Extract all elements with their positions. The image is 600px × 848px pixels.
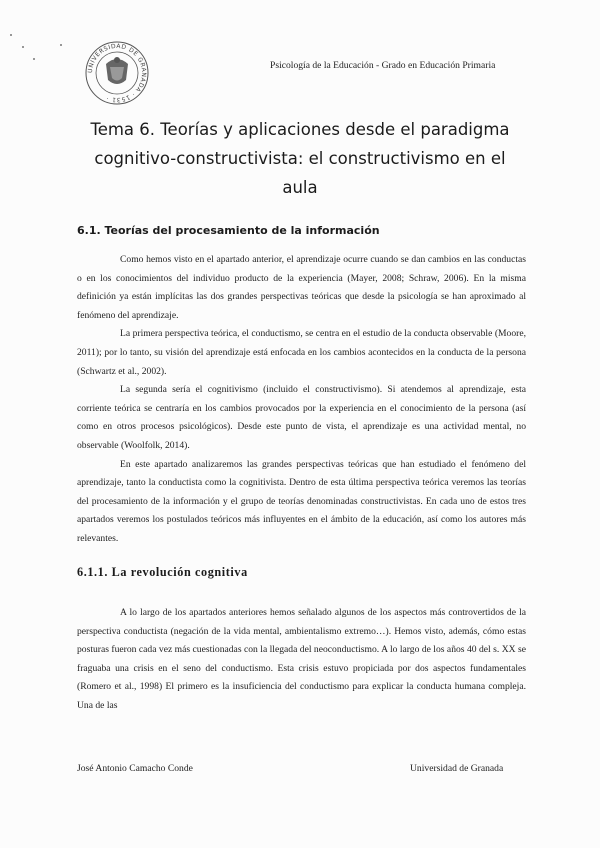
paragraph: A lo largo de los apartados anteriores hemos señalado algunos de los aspectos más controvertidos de la perspectiva conductista (negación de la vida mental, ambientalismo extremo…). Hemos visto, además, cómo estas posturas fueron cada vez más cuestionadas con la llegada del neoconductismo. A lo largo de los años 40 del s. XX se fraguaba una crisis en el seno del conductismo. Esta crisis estuvo propiciada por dos aspectos fundamentales (Romero et al., 1998) El primero es la insuficiencia del conductismo para explicar la conducta humana compleja. Una de las <box>77 607 526 711</box>
footer-institution: Universidad de Granada <box>410 763 504 774</box>
paragraph: La segunda sería el cognitivismo (incluido el constructivismo). Si atendemos al aprendizaje, esta corriente teórica se centraría en los cambios provocados por la experiencia en el conocimiento de la persona (así como en otros procesos psicológicos). Desde este punto de vista, el aprendizaje es una actividad mental, no observable (Woolfolk, 2014). <box>77 384 526 451</box>
scan-speck <box>33 58 35 60</box>
section-body <box>77 251 526 549</box>
chapter-title-line: cognitivo-constructivista: el constructivismo en el <box>94 149 506 168</box>
paragraph: Como hemos visto en el apartado anterior, el aprendizaje ocurre cuando se dan cambios en las conductas o en los conocimientos del individuo producto de la experiencia (Mayer, 2008; Schraw, 2006). En la misma definición ya están implícitas las dos grandes perspectivas teóricas que desde la psicología se han aproximado al fenómeno del aprendizaje. <box>77 254 526 321</box>
scan-speck <box>10 34 12 36</box>
university-seal-logo <box>84 40 150 106</box>
section-heading: 6.1. Teorías del procesamiento de la información <box>77 224 380 237</box>
scan-speck <box>22 46 24 48</box>
seal-text: UNIVERSIDAD DE GRANADA · 1531 · <box>86 42 148 104</box>
scan-speck <box>60 44 62 46</box>
paragraph: La primera perspectiva teórica, el conductismo, se centra en el estudio de la conducta observable (Moore, 2011); por lo tanto, su visión del aprendizaje está enfocada en los cambios acontecidos en la conducta de la persona (Schwartz et al., 2002). <box>77 328 526 377</box>
footer-author: José Antonio Camacho Conde <box>77 763 193 774</box>
chapter-title-line: Tema 6. Teorías y aplicaciones desde el paradigma <box>90 120 510 139</box>
chapter-title-line: aula <box>282 178 318 197</box>
chapter-title <box>60 115 540 202</box>
subsection-heading: 6.1.1. La revolución cognitiva <box>77 565 248 579</box>
header-course-title: Psicología de la Educación - Grado en Educación Primaria <box>270 60 496 71</box>
subsection-body <box>77 604 526 716</box>
paragraph: En este apartado analizaremos las grandes perspectivas teóricas que han estudiado el fenómeno del aprendizaje, tanto la conductista como la cognitivista. Dentro de esta última perspectiva teórica veremos las teorías del procesamiento de la información y el grupo de teorías denominadas constructivistas. En cada uno de estos tres apartados veremos los postulados teóricos más influyentes en el ámbito de la educación, así como los autores más relevantes. <box>77 458 526 544</box>
